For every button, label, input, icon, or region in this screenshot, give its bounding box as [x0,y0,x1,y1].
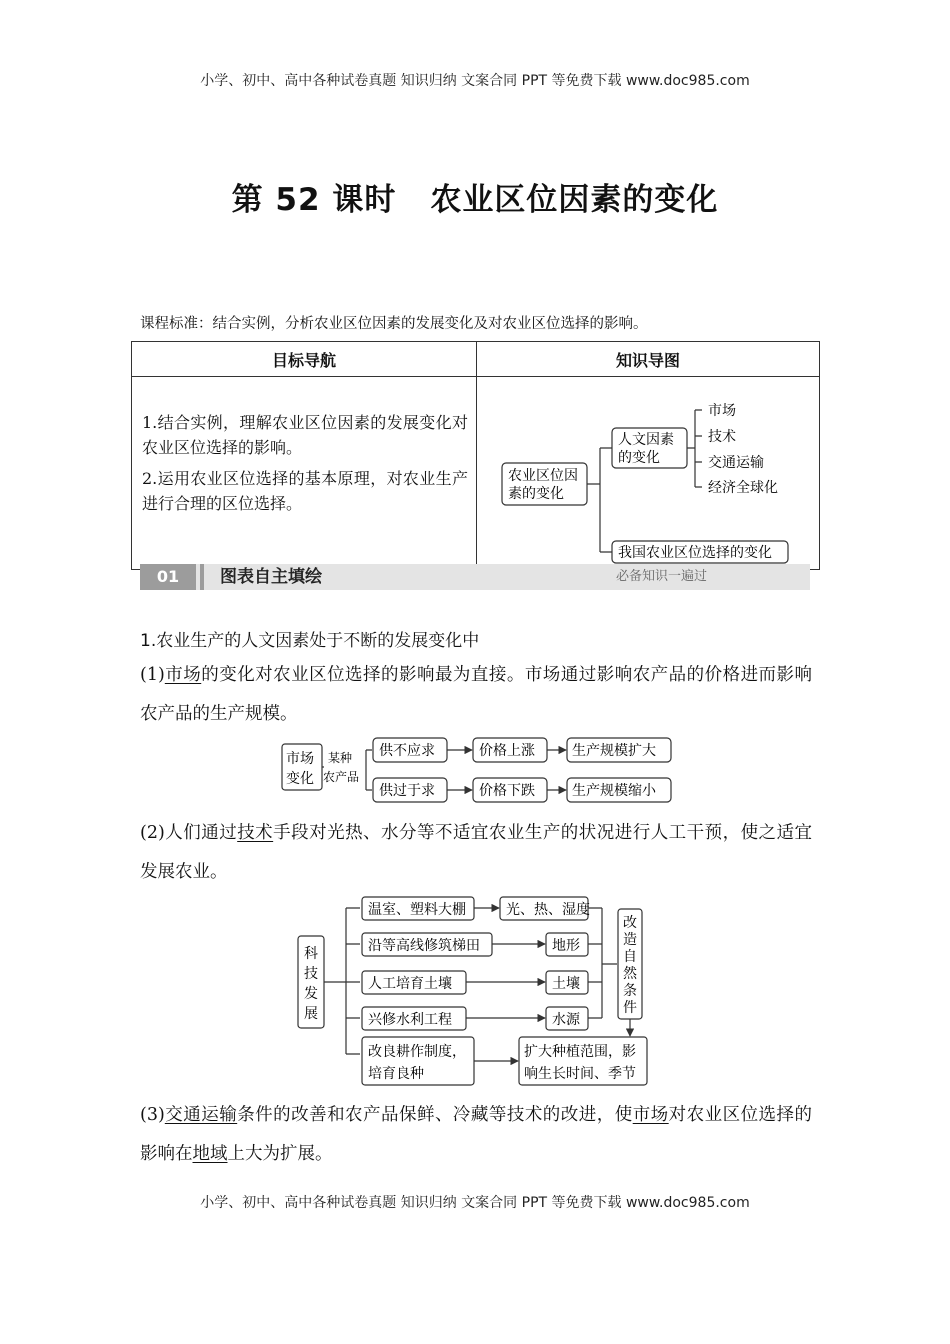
tech-result: 地形 [552,938,580,954]
tech-item: 温室、塑料大棚 [368,902,466,918]
market-left-line1: 市场 [286,751,314,767]
tech-left-char: 技 [304,966,318,982]
tech-item: 沿等高线修筑梯田 [368,938,480,954]
tech-item: 人工培育土壤 [368,976,452,992]
tech-item: 兴修水利工程 [368,1012,452,1028]
mindmap-root-line1: 农业区位因 [508,468,578,484]
para-text: 上大为扩展。 [227,1144,333,1164]
tech-right-char: 然 [623,966,637,982]
goal-table [131,341,820,570]
paragraph-market [140,656,812,734]
tech-left-char: 发 [304,986,318,1002]
section-tagline: 必备知识一遍过 [616,569,708,584]
market-node: 价格上涨 [479,743,535,759]
section-bar [140,564,810,590]
market-left-line2: 变化 [286,771,314,787]
market-diagram [280,736,675,806]
para-text: 对农业区位选择的影响在 [140,1105,813,1164]
mindmap-leaf: 经济全球化 [708,480,778,496]
tech-result-last-line2: 响生长时间、季节 [524,1066,636,1082]
market-node: 生产规模扩大 [572,743,656,759]
curriculum-standard: 课程标准：结合实例，分析农业区位因素的发展变化及对农业区位选择的影响。 [140,316,648,332]
mindmap-leaf: 技术 [708,429,736,445]
tech-left-char: 科 [304,946,318,962]
section-divider [200,564,204,590]
para-prefix: (3) [140,1105,165,1125]
market-node: 生产规模缩小 [572,783,656,799]
tech-item-last-line2: 培育良种 [368,1066,424,1082]
tech-right-char: 造 [623,932,637,948]
fill-blank-technology: 技术 [237,823,274,843]
section-title: 图表自主填绘 [220,567,322,587]
mindmap-leaf: 市场 [708,403,736,419]
tech-result: 光、热、湿度 [506,902,590,918]
fill-blank-transport: 交通运输 [164,1105,238,1125]
page-footer: 小学、初中、高中各种试卷真题 知识归纳 文案合同 PPT 等免费下载 www.doc985.com [200,1195,750,1211]
fill-blank-region: 地域 [192,1144,228,1164]
fill-blank-market: 市场 [164,665,202,685]
para-text: 的变化对农业区位选择的影响最为直接。市场通过影响农产品的价格进而影响农产品的生产规模。 [140,665,813,724]
paragraph-transport [140,1096,812,1174]
market-node: 价格下跌 [479,783,535,799]
mindmap-branch-line1: 人文因素 [618,432,674,448]
goal-header: 目标导航 [132,342,477,377]
para-text: 条件的改善和农产品保鲜、冷藏等技术的改进，使 [237,1105,633,1125]
mindmap-diagram [478,378,818,564]
market-node: 供不应求 [379,743,435,759]
section-number: 01 [140,564,196,590]
para-prefix: (1) [140,665,165,685]
mindmap-leaf: 交通运输 [708,455,764,471]
goal-item: 2.运用农业区位选择的基本原理，对农业生产进行合理的区位选择。 [142,469,468,513]
tech-left-char: 展 [304,1006,318,1022]
subsection-title: 1.农业生产的人文因素处于不断的发展变化中 [140,631,480,651]
fill-blank-market-2: 市场 [632,1105,669,1125]
market-node: 供过于求 [379,783,435,799]
lesson-number: 第 52 课时 [231,182,397,218]
paragraph-technology [140,814,812,892]
tech-right-char: 改 [623,915,637,931]
mindmap-branch-line2: 的变化 [618,450,660,466]
page-header: 小学、初中、高中各种试卷真题 知识归纳 文案合同 PPT 等免费下载 www.doc985.com [200,73,750,89]
para-text: 手段对光热、水分等不适宜农业生产的状况进行人工干预，使之适宜发展农业。 [140,823,813,882]
tech-right-char: 自 [623,949,637,965]
market-mid-line2: 农产品 [323,770,360,784]
tech-result-last-line1: 扩大种植范围，影 [524,1044,636,1060]
mindmap-root-line2: 素的变化 [508,486,564,502]
tech-right-char: 件 [623,1000,637,1016]
lesson-name: 农业区位因素的变化 [430,182,719,218]
goal-list [132,377,477,570]
tech-right-char: 条 [623,983,637,999]
mindmap-cell [477,377,820,570]
technology-diagram [296,894,652,1088]
tech-result: 土壤 [552,976,580,992]
para-prefix: (2)人们通过 [140,823,238,843]
mindmap-branch-b: 我国农业区位选择的变化 [618,545,772,561]
goal-item: 1.结合实例，理解农业区位因素的发展变化对农业区位选择的影响。 [142,413,468,457]
tech-item-last-line1: 改良耕作制度， [368,1044,466,1060]
mindmap-header: 知识导图 [477,342,820,377]
page-title [0,174,950,219]
tech-result: 水源 [552,1012,580,1028]
market-mid-line1: 某种 [328,751,353,765]
